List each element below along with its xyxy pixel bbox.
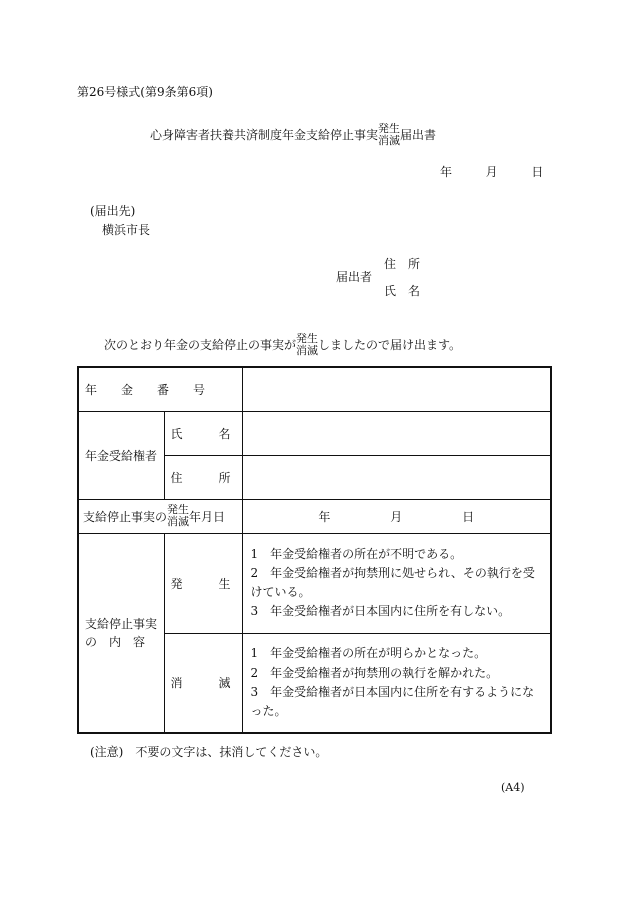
- extinction-item: 1 年金受給権者の所在が明らかとなった。: [250, 646, 487, 661]
- stop-date-option-occurrence: 発生: [167, 503, 190, 517]
- stop-date-label-suffix: 年月日: [189, 509, 226, 524]
- statement-suffix: しましたので届け出ます。: [318, 338, 462, 353]
- stop-date-day-label: 日: [462, 509, 475, 524]
- occurrence-item: 1 年金受給権者の所在が不明である。: [250, 546, 463, 561]
- content-label: [78, 533, 164, 733]
- occurrence-options: [242, 533, 551, 633]
- title-prefix: 心身障害者扶養共済制度年金支給停止事実: [150, 128, 379, 143]
- extinction-label: 消 滅: [164, 633, 242, 733]
- occurrence-item: 2 年金受給権者が拘禁刑に処せられ、その執行を受けている。: [250, 565, 535, 599]
- recipient-name-field[interactable]: [242, 411, 551, 455]
- extinction-item: 3 年金受給権者が日本国内に住所を有するようになった。: [250, 684, 535, 718]
- notifier-label: 届出者: [336, 270, 373, 284]
- pension-number-label: 年 金 番 号: [78, 367, 242, 411]
- content-label-line1: 支給停止事実: [85, 616, 158, 631]
- title-option-occurrence: 発生: [378, 122, 401, 135]
- title-suffix: 届出書: [400, 128, 437, 143]
- statement-prefix: 次のとおり年金の支給停止の事実が: [104, 338, 297, 353]
- statement: [104, 333, 461, 356]
- recipient-address-field[interactable]: [242, 455, 551, 499]
- recipient-address-label: 住 所: [164, 455, 242, 499]
- stop-date-field[interactable]: [242, 499, 551, 533]
- pension-number-row: [78, 367, 551, 411]
- date-year-label: 年: [440, 165, 453, 179]
- document-title: [150, 123, 436, 146]
- content-label-line2: の 内 容: [85, 634, 146, 649]
- stop-date-option-extinction: 消滅: [167, 515, 190, 528]
- notification-table: [77, 366, 552, 734]
- stop-date-month-label: 月: [390, 509, 403, 524]
- stop-date-option-stack: [167, 504, 189, 527]
- stop-date-row: [78, 499, 551, 533]
- occurrence-row: [78, 533, 551, 633]
- statement-option-extinction: 消滅: [296, 343, 319, 357]
- statement-option-occurrence: 発生: [296, 332, 319, 345]
- notifier-name-label: 氏 名: [384, 284, 421, 298]
- extinction-list: [251, 644, 543, 721]
- stop-date-label: [78, 499, 242, 533]
- title-option-extinction: 消滅: [378, 133, 401, 147]
- title-option-stack: [378, 123, 400, 146]
- form-number: 第26号様式(第9条第6項): [77, 85, 213, 99]
- notifier-address-label: 住 所: [384, 257, 421, 271]
- occurrence-list: [251, 545, 543, 622]
- extinction-item: 2 年金受給権者が拘禁刑の執行を解かれた。: [250, 665, 499, 680]
- statement-option-stack: [296, 333, 318, 356]
- paper-size: (A4): [501, 781, 525, 794]
- recipient-label: 年金受給権者: [78, 411, 164, 499]
- pension-number-field[interactable]: [242, 367, 551, 411]
- recipient-name-row: [78, 411, 551, 455]
- date-month-label: 月: [485, 165, 498, 179]
- occurrence-item: 3 年金受給権者が日本国内に住所を有しない。: [250, 604, 511, 619]
- stop-date-label-prefix: 支給停止事実の: [83, 509, 168, 524]
- occurrence-label: 発 生: [164, 533, 242, 633]
- addressee-label: (届出先): [90, 204, 136, 218]
- note: (注意) 不要の文字は、抹消してください。: [90, 745, 328, 759]
- date-day-label: 日: [531, 165, 544, 179]
- addressee-name: 横浜市長: [102, 223, 151, 237]
- extinction-options: [242, 633, 551, 733]
- recipient-name-label: 氏 名: [164, 411, 242, 455]
- stop-date-year-label: 年: [318, 509, 331, 524]
- date-line: [440, 163, 543, 180]
